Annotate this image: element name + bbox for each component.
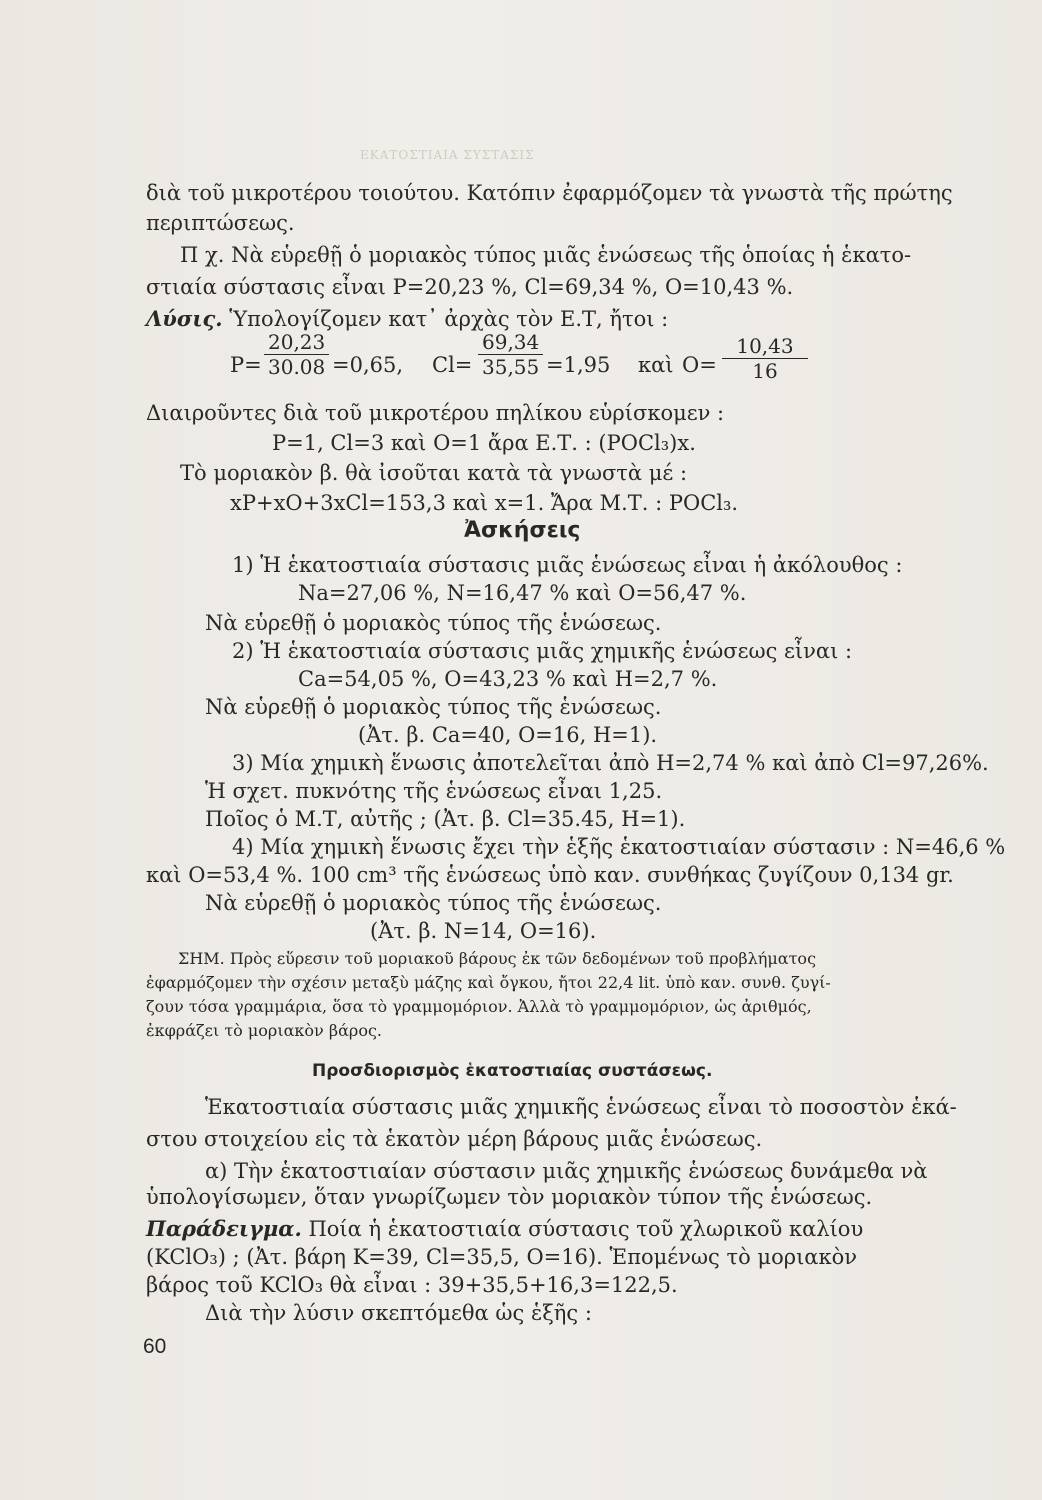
p-result: =0,65, <box>332 353 404 377</box>
and-word: καὶ <box>638 353 674 377</box>
intro-line-2: περιπτώσεως. <box>146 211 295 235</box>
lysis-text: Ὑπολογίζομεν κατ᾽ ἀρχὰς τὸν Ε.Τ, ἤτοι : <box>229 307 669 331</box>
example-text: Ποία ἡ ἑκατοστιαία σύστασις τοῦ χλωρικοῦ καλίου <box>308 1217 864 1241</box>
example-line-d: Διὰ τὴν λύσιν σκεπτόμεθα ὡς ἑξῆς : <box>205 1301 592 1325</box>
cl-numerator: 69,34 <box>482 330 540 354</box>
solution-line-4: xP+xO+3xCl=153,3 καὶ x=1. Ἄρα Μ.Τ. : POCl₃. <box>230 491 739 515</box>
note-line-2: ἐφαρμόζομεν τὴν σχέσιν μεταξὺ μάζης καὶ ὄγκου, ἤτοι 22,4 lit. ὑπὸ καν. συνθ. ζυγί- <box>146 973 831 992</box>
o-numerator: 10,43 <box>736 334 794 358</box>
exercise-2c: Νὰ εὑρεθῇ ὁ μοριακὸς τύπος τῆς ἑνώσεως. <box>205 695 662 719</box>
exercise-2b: Ca=54,05 %, O=43,23 % καὶ H=2,7 %. <box>298 667 718 691</box>
exercise-3b: Ἡ σχετ. πυκνότης τῆς ἑνώσεως εἶναι 1,25. <box>205 779 663 803</box>
p-fraction <box>264 330 329 379</box>
intro-line-1: διὰ τοῦ μικροτέρου τοιούτου. Κατόπιν ἐφαρμόζομεν τὰ γνωστὰ τῆς πρώτης <box>146 181 953 205</box>
example-label: Παράδειγμα. <box>146 1216 302 1241</box>
exercise-2a: 2) Ἡ ἑκατοστιαία σύστασις μιᾶς χημικῆς ἑνώσεως εἶναι : <box>232 639 853 663</box>
example-line-b: (KClO₃) ; (Ἀτ. βάρη K=39, Cl=35,5, O=16). Ἑπομένως τὸ μοριακὸν <box>146 1245 858 1269</box>
section-para-2b: ὑπολογίσωμεν, ὅταν γνωρίζωμεν τὸν μοριακὸν τύπον τῆς ἑνώσεως. <box>146 1185 873 1209</box>
note-line-4: ἐκφράζει τὸ μοριακὸν βάρος. <box>146 1021 382 1040</box>
cl-denominator: 35,55 <box>478 354 543 379</box>
example-line-1: Π χ. Νὰ εὑρεθῇ ὁ μοριακὸς τύπος μιᾶς ἑνώσεως τῆς ὁποίας ἡ ἑκατο- <box>180 243 912 267</box>
exercise-1c: Νὰ εὑρεθῇ ὁ μοριακὸς τύπος τῆς ἑνώσεως. <box>205 611 662 635</box>
o-denominator: 16 <box>722 358 808 383</box>
section-para-2a: α) Τὴν ἑκατοστιαίαν σύστασιν μιᾶς χημικῆς ἑνώσεως δυνάμεθα νὰ <box>205 1159 928 1183</box>
section-heading: Προσδιορισμὸς ἑκατοστιαίας συστάσεως. <box>312 1061 713 1081</box>
exercise-4a: 4) Μία χημικὴ ἕνωσις ἔχει τὴν ἑξῆς ἑκατοστιαίαν σύστασιν : N=46,6 % <box>232 835 1006 859</box>
exercise-3c: Ποῖος ὁ Μ.Τ, αὐτῆς ; (Ἀτ. β. Cl=35.45, H=1). <box>205 807 686 831</box>
lysis-label: Λύσις. <box>146 306 223 331</box>
example-line-c: βάρος τοῦ KClO₃ θὰ εἶναι : 39+35,5+16,3=122,5. <box>146 1273 678 1297</box>
section-para-1b: στου στοιχείου εἰς τὰ ἑκατὸν μέρη βάρους μιᾶς ἑνώσεως. <box>146 1127 763 1151</box>
lysis-line <box>146 306 668 332</box>
section-para-1a: Ἑκατοστιαία σύστασις μιᾶς χημικῆς ἑνώσεως εἶναι τὸ ποσοστὸν ἑκά- <box>205 1095 957 1119</box>
o-fraction <box>722 334 808 383</box>
example-line-2: στιαία σύστασις εἶναι P=20,23 %, Cl=69,34 %, O=10,43 %. <box>146 275 794 299</box>
exercises-heading: Ἀσκήσεις <box>464 518 581 543</box>
exercise-1b: Na=27,06 %, N=16,47 % καὶ O=56,47 %. <box>298 581 747 605</box>
solution-line-3: Τὸ μοριακὸν β. θὰ ἰσοῦται κατὰ τὰ γνωστὰ μέ : <box>180 461 688 485</box>
cl-label: Cl= <box>432 353 473 377</box>
exercise-2d: (Ἀτ. β. Ca=40, O=16, H=1). <box>358 723 658 747</box>
exercise-4b: καὶ O=53,4 %. 100 cm³ τῆς ἑνώσεως ὑπὸ καν. συνθήκας ζυγίζουν 0,134 gr. <box>146 863 954 887</box>
o-label: O= <box>682 353 717 377</box>
cl-fraction <box>478 330 543 379</box>
solution-line-1: Διαιροῦντες διὰ τοῦ μικροτέρου πηλίκου εὑρίσκομεν : <box>146 401 725 425</box>
bleed-through-header: ΕΚΑΤΟΣΤΙΑΙΑ ΣΥΣΤΑΣΙΣ <box>360 148 535 162</box>
exercise-1a: 1) Ἡ ἑκατοστιαία σύστασις μιᾶς ἑνώσεως εἶναι ἡ ἀκόλουθος : <box>232 553 903 577</box>
p-label: P= <box>230 353 262 377</box>
p-denominator: 30.08 <box>264 354 329 379</box>
cl-result: =1,95 <box>546 353 611 377</box>
exercise-4d: (Ἀτ. β. N=14, O=16). <box>370 919 597 943</box>
solution-line-2: P=1, Cl=3 καὶ O=1 ἄρα Ε.Τ. : (POCl₃)x. <box>272 431 696 455</box>
p-numerator: 20,23 <box>268 330 326 354</box>
exercise-4c: Νὰ εὑρεθῇ ὁ μοριακὸς τύπος τῆς ἑνώσεως. <box>205 891 662 915</box>
example-heading-line <box>146 1216 863 1242</box>
note-line-1: ΣΗΜ. Πρὸς εὕρεσιν τοῦ μοριακοῦ βάρους ἐκ τῶν δεδομένων τοῦ προβλήματος <box>178 949 817 968</box>
page-number: 60 <box>143 1335 167 1358</box>
note-line-3: ζουν τόσα γραμμάρια, ὅσα τὸ γραμμομόριον. Ἀλλὰ τὸ γραμμομόριον, ὡς ἀριθμός, <box>146 997 812 1016</box>
exercise-3a: 3) Μία χημικὴ ἕνωσις ἀποτελεῖται ἀπὸ H=2,74 % καὶ ἀπὸ Cl=97,26%. <box>232 751 989 775</box>
